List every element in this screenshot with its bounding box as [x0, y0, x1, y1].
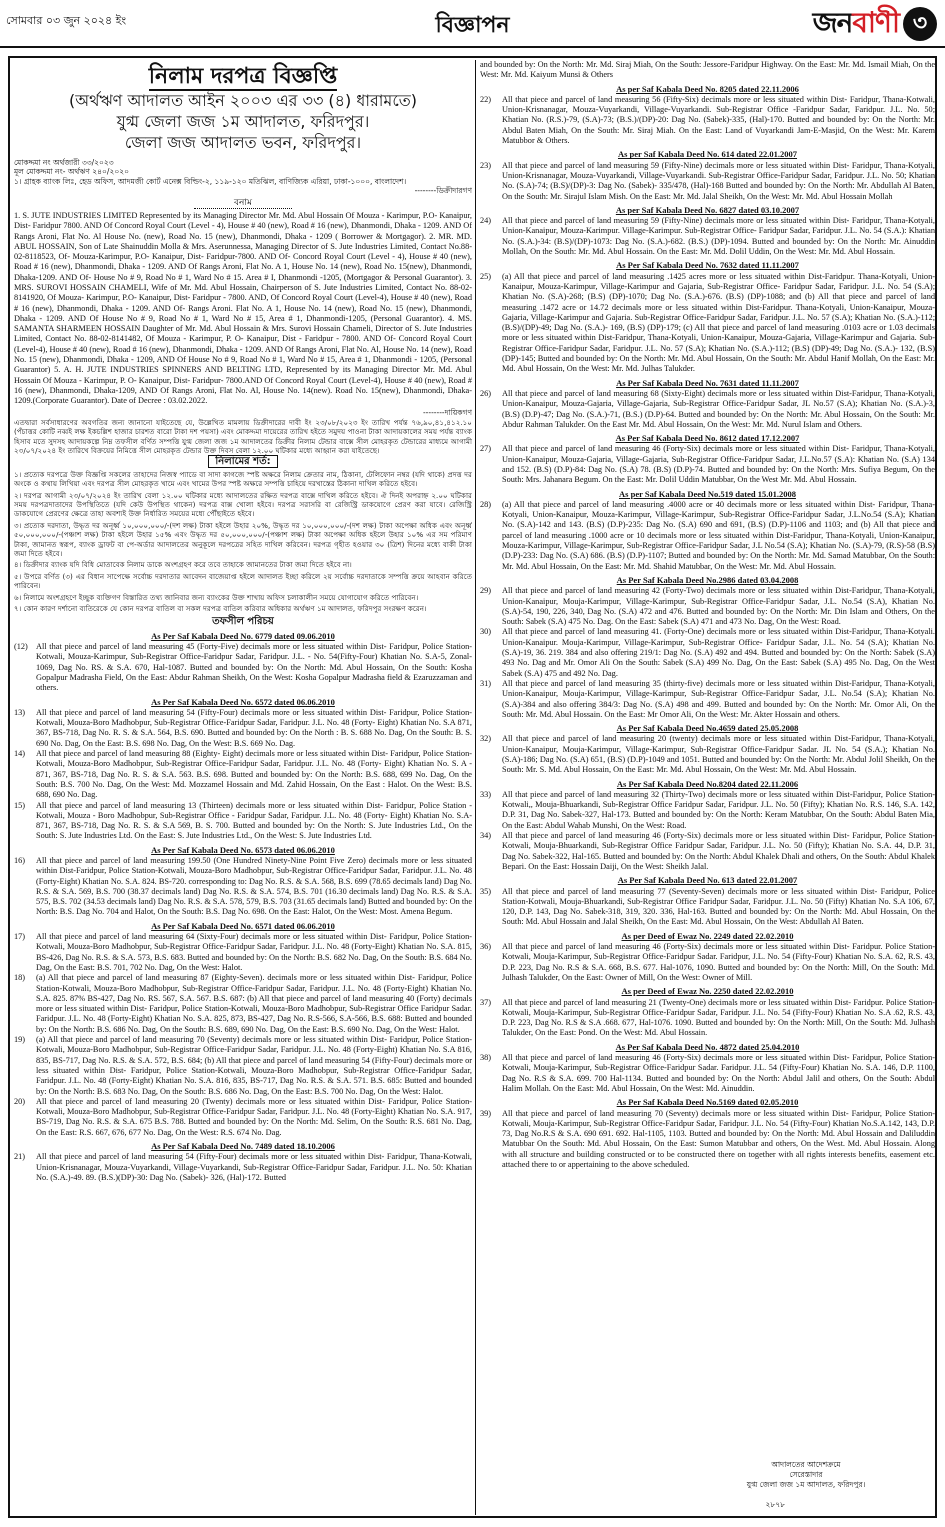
- signoff-court: যুগ্ম জেলা জজ ১ম আদালত, ফরিদপুর।: [746, 1480, 866, 1489]
- schedule-item: [14, 1035, 472, 1097]
- item-text: All that piece and parcel of land measuring 13 (Thirteen) decimals more or less situated within Dist- Faridpur, Police Station - Kotwali, Mouza - Boro Madhobpur, Sub-Registrar Office - Faridpur Sadar, Faridpur. J.L. No. 48 (Forty- Eight) Khatian No. S.A-871, 367, BS-718, Dag No. R. S. & S.A 569, B. S. 700. Butted and bounded by: On the North: S. Jute Industries Ltd., On the South: S. Jute Industries Ltd. On the East: S. Jute Industries Ltd., On the West: S. Jute Industries Ltd.: [36, 800, 472, 841]
- schedule-item: [480, 586, 935, 627]
- item-number: 29): [480, 586, 492, 596]
- schedule-item: [480, 216, 935, 257]
- deed-heading: As Per Saf Kabala Deed No. 7631 dated 11.11.2007: [616, 377, 799, 388]
- schedule-item: [14, 932, 472, 973]
- deed-heading: As Per Saf Kabala Deed No.8204 dated 22.11.2006: [616, 778, 799, 789]
- schedule-item: [14, 1152, 472, 1183]
- item-text: All that piece and parcel of land measuring 59 (Fifty-Nine) decimals more or less situated within Dist- Faridpur, Thana-Kotyali, Union-Kanaipur, Mouza-Karimpur. Village-Karimpur. Sub-Registrar Office- Faridpur Sadar, Faridpur. J.L. No. 54 (S.A.): Khatian No. (S.A.)-34: (B.S)/(DP)-1073: Dag No. (S.A.)-682. (B.S.) (DP)-1094. Butted and bounded by: On the North: Mr. Ainuddin Mollah, On the South: Mr. Md. Abul Hossain. On the East: Mr. Md. Dolil Uddin, On the West: Mr. Md. Abul Hossain.: [502, 216, 935, 257]
- deed-heading: As Per Saf Kabala Deed No. 6572 dated 06.06.2010: [151, 696, 335, 707]
- schedule-item: [14, 801, 472, 842]
- item-number: 16): [14, 856, 26, 865]
- signoff-block: [691, 1460, 921, 1490]
- deed-heading: As Per Saf Kabala Deed No. 8612 dated 17.12.2007: [615, 433, 800, 444]
- schedule-item: [480, 95, 935, 146]
- schedule-item: [480, 998, 935, 1039]
- notice-heading: [14, 64, 472, 153]
- conditions-list: [14, 470, 472, 614]
- item-number: 30): [480, 627, 492, 637]
- case-number: মোকদ্দমা নং অর্থজারী ৩৩/২০২৩: [14, 158, 114, 167]
- item-number: 37): [480, 997, 492, 1007]
- condition-item: ৩। প্রত্যেক দরদাতা, উদ্ধৃত দর অনূর্ধ্ব ১০,০০০,০০০/-(দশ লক্ষ) টাকা হইলে উহার ২০%, উদ্ধৃত দর ১০,০০০,০০০/-(দশ লক্ষ) টাকা অপেক্ষা অধিক এবং অনূর্ধ্ব ৫০,০০০,০০০/-(পঞ্চাশ লক্ষ) টাকা হইলে উহার ১৫% এবং উদ্ধৃত দর ৫০,০০০,০০০/-(পঞ্চাশ লক্ষ) টাকা অপেক্ষা অধিক হইলে উহার ১০% এর সম পরিমাণ টাকা, জামানত স্বরূপ, ব্যাংক ড্রাফট বা পে-অর্ডার আদালতের অনুকূলে দরপত্রের সহিত দাখিল করিবেন। দরপত্র গৃহীত হওয়ার ৩০ (ত্রিশ) দিনের মধ্যে বাকী টাকা জমা দিতে হইবে।: [14, 520, 472, 559]
- newspaper-header: [0, 0, 945, 48]
- deed-heading: As Per Saf Kabala Deed No. 613 dated 22.01.2007: [617, 875, 798, 886]
- original-case-number: মূল মোকদ্দমা নং- অর্থঋণ ২৪০/২০২০: [14, 167, 129, 177]
- schedule-item: [14, 749, 472, 800]
- schedule-item: [480, 831, 935, 872]
- schedule-item: [480, 887, 935, 928]
- schedule-item: [480, 161, 935, 202]
- item-text: All that piece and parcel of land measuring 41. (Forty-One) decimals more or less situated within Dist-Faridpur, Thana-Kotyali. Union-Kanaipur. Mouja-Karimpur, Village-Karimpur, Sub-Registrar Office- Faridpur Sadar, J.L. No. 54 (S.A); Khatian No. (S.A)-19, 36. 219. 384 and also offering 219/1: Dag No. (S.A) 492 and 494. Butted and bounded by: On the North: Sabek (S.A) 493 No. Dag and Mr. Omor Ali On the South: Sabek (S.A) 499 No. Dag, On the East: Sabek (S.A) 495 No. Dag, On the West Sabek (S.A) 475 and 492 No. Dag.: [502, 627, 935, 678]
- schedule-item: [480, 389, 935, 430]
- condition-item: ৪। ডিক্রীদার ব্যাংক যদি বিধি মোতাবেক নিলাম ডাকে অংশগ্রহণ করে তবে তাহাকে জামানতের টাকা জমা দিতে হইবে না।: [14, 560, 352, 570]
- schedule-item: [480, 444, 935, 485]
- item-text: All that piece and parcel of land measuring 56 (Fifty-Six) decimals more or less situated within Dist- Faridpur, Thana-Kotwali, Union-Krisnanagar, Mouza-Vuyarkandi, Village-Vuyarkandi. Sub-Registrar Office -Faridpur Sadar, Faridpur. J.L. No. 50; Khatian No. (R.S.)-79, (S.A)-73; (B.S.)/(DP)-20: Dag No. (Sabek)-335, (Hal)-170. Butted and bounded by: On the North: Mr. Abdul Baten Miah, On the South: Mr. Siraj Miah. On the East: Land of Vuyarkandi Jam-E-Masjid, On the West: Mr. Karem Matubbor & Others.: [502, 94, 935, 146]
- deed-heading: As per Saf Kabala Deed No.519 dated 15.01.2008: [619, 488, 796, 499]
- schedule-item: [480, 272, 935, 375]
- plaintiff-bank: ১। গ্রাহক ব্যাংক লিঃ, হেড অফিস, আদমজী কোর্ট এনেক্স বিল্ডিং-২, ১১৯-১২০ মতিঝিল, বাণিজ্যিক এরিয়া, ঢাকা-১০০০, বাংলাদেশ।: [14, 176, 407, 186]
- item-text: (a) All that piece and parcel of land measuring 87 (Eighty-Seven). decimals more or less situated within Dist- Faridpur, Police Station-Kotwali, Mouza-Boro Madhobpur, Sub-Registrar Office-Faridpur Sadar, Faridpur. J.L. No. 48 (Forty-Eight) Khatian No. S.A. 825. 87% BS-427, Dag No. RS. 567, S.A. 567. B.S. 687: (b) All that piece and parcel of land measuring 40 (Forty) decimals more or less situated within Dist- Faridpur, Police Station-Kotwali, Mouza-Boro Madhobpur, Sub-Registrar Office Faridpur Sadar. Faridpur. J.L. No. 48 (Forty-Eight) Khatian No. S.A. 825, 873, BS-427, Dag No. R.S-566, S.A-566, B.S. 688: Butted and bounded by: On the North: B.S. 686 No. Dag, On the South: B.S. 689, 690 No. Dag, On the East: B.S. 690 No. Dag, On the West: Halot.: [36, 973, 472, 1034]
- item-text: All that piece and parcel of land measuring 77 (Seventy-Seven) decimals more or less situated within Dist- Faridpur, Police Station-Kotwali, Mouja-Bhuarkandi, Sub-Registrar Office Faridpur Sadar, Faridpur. J.L. No. 50 (Fifty) Khatian No. S.A 106, 67, 120, D.P. 143, Dag No. Sabek-318, 319, 320. 336, Hal-163. Butted and bounded by: On the North: Md. Abul Hossain, On the South: Md. Abul Hossain and Jalal Sheikh, On the East: Md. Abul Hossain, On the West: Abdullah Al Baten.: [502, 886, 935, 927]
- item-text: (a) All that piece and parcel of land measuring .4000 acre or 40 decimals more or less situated within Dist- Faridpur, Thana-Kotyali, Union-Kanaipur, Mouza-Karimpur, Village-Karimpur, Sub-Registrar Office-Faridpur Sadar, J.L.No.54 (S.A); Khatian No. (S.A)-142 and 143. (B.S) (D.P)-235: Dag No. (S.A) 690 and 691, (B.S) (D.P)-1106 and 1103; and (b) All that piece and parcel of land measuring .1000 acre or 10 decimals more or less situated within Dist-Faridpur, Thana-Kotyali, Union-Kanaipur, Mouza-Karimpur, Village-Karimpur, Sub-Registrar Office-Faridpur Sadar, J.L No.54 (S.A); Khatian No. (S.A)-79, (R.S)-58 (B.S) (D.P)-233: Dag No. (S.A) 686. (B.S) (D.P)-1107; Butted and bounded by: On the North: Mr. Md. Samad Matubbar, On the South: Mr. Md. Abul Hossain, On the East: Mr. Md. Shahid Matubbar, On the West: Mr. Md. Abul Hossain.: [502, 499, 935, 571]
- schedule-item: [14, 856, 472, 918]
- court-building: জেলা জজ আদালত ভবন, ফরিদপুর।: [124, 133, 362, 152]
- item-text: All that piece and parcel of land measuring 46 (Forty-Six) decimals more or less situated within Dist- Faridpur. Police Station-Kotwali, Mouja-Karimpur, Sub-Registrar Office-Faridpur Sadar. Faridpur, J.L. No. 54 (Fifty-Four) Khatian No. S.A. 62, R.S. 43, D.P. 223, Dag No. R.S & S.A. 668, B.S. 677. Hal-1076, 1090. Butted and bounded by: On the North: Mill, On the South: Md. Julhash Talukder, On the East: Owner of Mill, On the West: Owner of Mill.: [502, 942, 935, 982]
- item-number: 14): [14, 749, 26, 759]
- item-number: 38): [480, 1053, 492, 1063]
- item-text: All that piece and parcel of land measuring 54 (Fifty-Four) decimals more or less situated within Dist- Faridpur, Police Station-Kotwali, Mouza-Boro Madhobpur, Sub-Registrar Office-Faridpur Sadar, Faridpur. J.L. No. 48 (Forty- Eight) Khatian No. S.A 871, 367, BS-718, Dag No. R. S. & S.A. 564, B.S. 690. Butted and bounded by: On the North : B. S. 688 No. Dag, On the South: B. S. 690 No. Dag, On the East: B.S. 698 No. Dag, On the West: B.S. 669 No. Dag.: [36, 707, 472, 748]
- item-text: All that piece and parcel of land measuring 199.50 (One Hundred Ninety-Nine Point Five Zero) decimals more or less situated within Dist-Faridpur, Police Station-Kotwali, Mouza-Boro Madhobpur, Sub-Registrar Office-Faridpur Sadar, Faridpur. J.L. No. 48 (Forty-Eight) Khatian No. S.A. 824. BS-720. corresponding to: Dag No. R.S. & S.A. 568, B.S. 699 (78.65 decimals land) Dag No. R.S. & S.A. 569, B.S. 700 (38.37 decimals land) Dag No. R.S. & S.A. 574, B.S. 701 (16.30 decimals land) Dag No. R.S. & S.A. 575, B.S. 702 (34.53 decimals land) Dag No. R.S. & S.A. 578, 579, B.S. 703 (31.65 decimals land) Butted and bounded by: On the North: B.S. Dag No. 704 and Halot, On the South: B.S. Dag No. 698. On the East: Halot, On the West: Most. Amena Begum.: [36, 856, 472, 917]
- item-number: 23): [480, 160, 492, 170]
- deed-heading: As Per Saf Kabala Deed No. 7632 dated 11.11.2007: [616, 260, 799, 271]
- item-number: 20): [14, 1096, 26, 1106]
- case-meta: [14, 158, 472, 196]
- notice-subtitle: (অর্থঋণ আদালত আইন ২০০৩ এর ৩৩ (৪) ধারামতে): [68, 91, 417, 110]
- right-column: [480, 60, 935, 1515]
- court-name: যুগ্ম জেলা জজ ১ম আদালত, ফরিদপুর।: [116, 112, 370, 131]
- schedule-item: [480, 60, 935, 81]
- schedule-item: [14, 708, 472, 749]
- item-text: All that piece and parcel of land measuring 46 (Forty-Six) decimals more or less situated within Dist- Faridpur, Police Station-Kotwali, Mouja-Karimpur, Sub-Registrar Office-Faridpur Sadar. Faridpur. J.L. 54 (Fifty-Four) Khatian No. S.A. 146, D.P. 1100, Dag No. R.S & S.A. 699. 700 Hal-1134. Butted and bounded by: On the North: Abdul Jalil and others, On the South: Abdul Halim Mollah. On the East: Md. Abul Hossain, On the West: Md. Ainuddin.: [502, 1053, 935, 1093]
- schedule-item: [14, 973, 472, 1035]
- item-number: 21): [14, 1152, 26, 1162]
- schedule-title: তফসীল পরিচয়: [212, 616, 274, 628]
- deed-heading: As Per Saf Kabala Deed No. 6573 dated 06.06.2010: [151, 844, 335, 855]
- deed-heading: As Per Saf Kabala Deed No. 4872 dated 25.04.2010: [615, 1041, 800, 1052]
- newspaper-logo: [813, 4, 937, 44]
- item-text: All that piece and parcel of land measuring 70 (Seventy) decimals more or less situated within Dist- Faridpur, Police Station-Kotwali, Mouja-Karimpur, Sub-Registrar Office-Faridpur Sadar, Faridpur. J.L. No. 54 (Fifty-Four) Khatian No.S.A.142, 143, D.P. 73, Dag No.R.S & S.A. 690 691. 692. Hal-1105, 1103. Butted and bounded by: On the North: Md. Abul Hossain and Daliluddin Matubbar On the South: Md. Abul Hossain, On the East: Sumon Matubbar and others, On the West. Md. Abul Hossain. Along with all structure and building constructed or to be constructed there on together with all rights interests benefits, easement etc. attached there to or appertaining to the above scheduled.: [502, 1108, 935, 1169]
- notice-title: নিলাম দরপত্র বিজ্ঞপ্তি: [148, 64, 338, 89]
- deed-heading: As per Saf Kabala Deed No. 614 dated 22.01.2007: [617, 149, 798, 160]
- item-text: All that piece and parcel of land measuring 35 (thirty-five) decimals more or less situated within Dist-Faridpur, Thana-Kotyali, Union-Kanaipur, Mouja-Karimpur, Village-Karimpur, Sub-Registrar Office-Faridpur Sadar, J.L. No.54 (S.A); Khatian No. (S.A)-384 and also offering 384/3: Dag No. (S.A) 498 and 499. Butted and bounded by: On the North: Mr. Omor Ali, On the South: Mr. Md. Abul Hossain. On the East: Mr Omor Ali, On the West: Mr. Akter Hossain and others.: [502, 678, 935, 719]
- deed-heading: As Per Saf Kabala Deed No. 6779 dated 09.06.2010: [151, 630, 335, 641]
- item-text: All that piece and parcel of land measuring 46 (Forty-Six) decimals more or less situated within Dist- Faridpur, Police Station-Kotwali, Mouja-Bhuarkandi, Sub-Registrar Office Faridpur Sadar, Faridpur. J.L. No. 50 (Fifty); Khatian No. S.A. 44, D.P. 31, Dag No. Sabek-322, Hal-165. Butted and bounded by: On the North: Abdul Khalek Dhali and others, On the South: Abdul Khalek Bepari. On the East: Hossain Daiji, On the West: Sheikh Jalal.: [502, 831, 935, 871]
- versus-label: বনাম: [14, 198, 472, 208]
- condition-item: ৬। নিলামে অংশগ্রহণে ইচ্ছুক ব্যক্তিগণ বিস্তারিত তথ্য জানিবার জন্য ব্যাংকের উক্ত শাখায় অফিস চলাকালীন সময়ে যোগাযোগ করিতে পারিবেন।: [14, 592, 419, 602]
- item-number: 34): [480, 831, 492, 841]
- schedule-item: [14, 1097, 472, 1138]
- ad-code: ২৮৭৮: [765, 1500, 785, 1509]
- item-number: 15): [14, 800, 26, 810]
- item-text: All that piece and parcel of land measuring 45 (Forty-Five) decimals more or less situated within Dist- Faridpur, Police Station-Kotwali, Mouza-Karimpur, Sub-Registrar Office-Faridpur Sadar, Faridpur. J.L. - No. 54(Fifty-Four) Khatian No. S.A-5, Zonal-1069, Dag No. RS. & S.A. 670, Hal-1087. Butted and bounded by: On the North: Md. Abul Hossain, On the South: Kosha Gopalpur Madrasha Field, On the East: Abdur Rahman Sheikh, On the West: Kosha Gopalpur Madrasha field & Ezaruzzaman and others.: [36, 642, 472, 693]
- logo-number-badge: ৩: [903, 7, 937, 41]
- item-number: 35): [480, 886, 492, 896]
- schedule-item: [480, 942, 935, 983]
- item-number: 32): [480, 734, 492, 744]
- schedule-item: [480, 734, 935, 775]
- schedule-item: [14, 642, 472, 693]
- condition-item: ৭। কোন কারণ দর্শানো ব্যতিরেকে যে কোন দরপত্র বাতিল বা সকল দরপত্র বাতিল করিবার অধিকার অর্থঋণ ১ম আদালত, ফরিদপুর সংরক্ষণ করেন।: [14, 604, 427, 614]
- deed-heading: As Per Saf Kabala Deed No. 7489 dated 18.10.2006: [151, 1141, 335, 1152]
- item-text: and bounded by: On the North: Mr. Md. Siraj Miah, On the South: Jessore-Faridpur Highway. On the East: Mr. Md. Ismail Miah, On the West: Mr. Md. Kaiyum Munsi & Others: [480, 60, 935, 80]
- debtor-label: --------দায়িকগণ: [422, 407, 472, 417]
- item-number: 33): [480, 789, 492, 799]
- item-number: 25): [480, 271, 492, 281]
- right-schedule-entries: [480, 60, 935, 1170]
- deed-heading: As Per Saf Kabala Deed No.4659 dated 25.05.2008: [616, 723, 799, 734]
- deed-heading: As per Deed of Ewaz No. 2249 dated 22.02.2010: [621, 930, 794, 941]
- item-number: 19): [14, 1035, 26, 1045]
- item-text: (a) All that piece and parcel of land measuring 70 (Seventy) decimals more or less situated within Dist- Faridpur, Police Station-Kotwali, Mouza-Boro Madhobpur, Sub-Registrar Office-Faridpur Sadar, Faridpur. J.L. No. 48 (Forty-Eight) Khatian No. S.A 816, 835, BS-717, Dag No. R.S. & S.A. 572, B.S. 684; (b) All that piece and parcel of land measuring 54 (Fifty-Four) decimals more or less situated within Dist- Faridpur, Police Station-Kotwali, Mouza-Boro Madhobpur, Sub-Registrar Office-Faridpur Sadar, Faridpur. J.L. No. 48 (Forty-Eight) Khatian No. S.A. 816, 835, BS-717, Dag No. R.S. & S.A. 571. B.S. 685: Butted and bounded by: On the North: B.S. 683 No. Dag, On the South: B.S. 686 No. Dag, On the East: B.S. 700 No. Dag, On the West: Halot.: [36, 1035, 472, 1096]
- item-text: All that piece and parcel of land measuring 54 (Fifty-Four) decimals more or less situated within Dist- Faridpur, Thana-Kotwali, Union-Krisnanagar, Mouza-Vuyarkandi, Village-Vuyarkandi, Sub-Registrar Office-Faridpur Sadar, Faridpur. J.L. No. 50: Khatian No. (S.A.)-49. 89. (B.S.)(DP)-30: Dag No. (Sabek)- 326, (Hal)-172. Butted: [36, 1152, 472, 1182]
- deed-heading: As per Deed of Ewaz No. 2250 dated 22.02.2010: [621, 986, 794, 997]
- schedule-item: [480, 627, 935, 678]
- notice-intro: এতদ্বারা সর্বসাধারণের অবগতির জন্য জানানো যাইতেছে যে, উল্লেখিত মামলায় ডিক্রীদারের দাবী ইং ২৩/০৮/২০২৩ ইং তারিখ পর্যন্ত ৭৬,৯০,৪১,৪১২.১০ (পঁচাত্তর কোটি নব্বই লক্ষ ইকচল্লিশ হাজার চারশত বারো টাকা দশ পয়সা) এবং মোকদ্দমা দায়েরের তারিখ হইতে সমুদয় পাওনা টাকা আদায়কালের সময় পর্যন্ত ব্যাংক হিসাব মতে সুদসহ আদায়কল্পে নিম্ন তফসীল বর্ণিত সম্পত্তি যুগ্ম জেলা জজ ১ম আদালতের ডিক্রীর নিলাম টেন্ডার বাক্সে সীল মোহরকৃত টেন্ডারের মাধ্যমে আগামী ২৩/০৭/২০২৪ ইং তারিখে বিক্রয়ের নিমিত্তে সীল মোহরকৃত টেন্ডার উক্ত দিবস বেলা ১২.০০ ঘটিকার মধ্যে আহ্বান করা যাইতেছে।: [14, 417, 472, 456]
- item-text: All that piece and parcel of land measuring 42 (Forty-Two) decimals more or less situated within Dist-Faridpur, Thana-Kotyali, Union-Kanaipur, Mouja-Karimpur, Village-Karimpur, Sub-Registrar Office-Faridpur Sadar, J.L. No.54 (S.A), Khatian No. (S.A)-54, 190, 226, 340, Dag No. (S.A) 472 and 476. Butted and bounded by: On the North: Mr. Din Islam and Others, On the South: Sabek (S.A) 475 No. Dag. On the East: Sabek (S.A) 471 and 473 No. Dag, On the West: Road.: [502, 586, 935, 627]
- defendant-parties: 1. S. JUTE INDUSTRIES LIMITED Represented by its Managing Director Mr. Md. Abul Hossain Of Mouza - Karimpur, P.O- Kanaipur, Dist- Faridpur 7800. AND Of Concord Royal Court (Level - 4), House # 40 (new), Road # 16 (new), Dhanmondi, Dhaka - 1209. AND Of Rangs Aroni, Flat No. Al House No. (new), Road No. 15 (new), Dhanmondi, Dhaka - 1209 ( Borrower & Mortgagor). 2. MR. MD. ABUL HOSSAIN, Son of Late Shainuddin Molla & Mrs. Aserunnessa, Managing Director of S. Jute Industries Limited, Contact No.88-02-8118523, Of- Mouza-Karimpur, P.O- Kanaipur, Dist- Faridpur-7800. AND Of- Concord Royal Court (Level - 4), House # 40 (new), Road # 16 (new), Dhanmondi, Dhaka - 1209. AND Of Rangs Aroni, Flat No. A 1, House No. 14 (new), Road No. 15(new), Dhanmondi, Dhaka-1209. AND Of- House No # 9, Road No # 1, Ward No # 15. Area # I, Dhanmondi -1205, (Mortgagor & Personal Guarantor). 3. MRS. SUROVI HOSSAIN CHAMELI, Wife of Mr. Md. Abul Hossain, Chairperson of S. Jute Industries Limited, Contact No. 88-02-8141920, Of Mouza- Karimpur, P.O- Kanaipur, Dist- Faridpur - 7800. AND, Of Concord Royal Court (Level-4), House # 40 (new), Road # 16 (new), Dhanmondi, Dhaka - 1209. AND Of- Rangs Aroni. Flat No. A 1, House No. 14 (new), Road No. 15 (new), Dhanmondi, Dhaka - 1209. AND Of House No # 9, Road No # 1, Ward No # 15, Area # 1, Dhanmondi-1205, (Personal Guarantor). 4. MS. SAMANTA SHARMEEN HOSSAIN Daughter of Mr. Md. Abul Hossain & Mrs. Surovi Hossain Chameli, Director of S. Jute Industries Limited, Contact No. 88-02-8141482, Of Mouza - Karimpur, P. O- Kanaipur, Dist - Faridpur - 7800. AND Of- Concord Royal Court (Level-4), House # 40 (new), Road # 16 (new), Dhanmondi, Dhaka - 1209. AND Of Rangs Aroni, Flat No. Al, House No. 14 (new), Road No. 15 (new), Dhanmondi, Dhaka - 1209, AND Of House No # 9, Road No # 1, Ward No # 15, Area # 1, Dhanmondi - 1205, (Personal Guarantor) 5. A. H. JUTE INDUSTRIES SPINNERS AND BELTING LTD, Represented by its Managing Director Mr. Md. Abul Hossain Of Mouza - Karimpur, P. O- Kanaipur, Dist- Faridpur- 7800.AND Of Concord Royal Court (Level-4), House # 40 (new), Road # 16 (new), Dhanmondi, Dhaka-1209, AND Of Rangs Aroni, Flat No. Al, House No. 14(new). Road No. 15(new), Dhanmondi, Dhaka-1209.(Corporate Guarantor). Date of Decree : 03.02.2022.: [14, 210, 472, 406]
- item-number: 26): [480, 388, 492, 398]
- condition-item: ২। দরপত্র আগামী ২৩/০৭/২০২৪ ইং তারিখ বেলা ১২.০০ ঘটিকার মধ্যে আদালতের রক্ষিত দরপত্র বাক্সে দাখিল করিতে হইবে। ঐ দিনই অপরাহ্ন ২.০০ ঘটিকার সময় দরপত্রদাতাদের উপস্থিতিতে (যদি কেউ উপস্থিত থাকেন) দরপত্র বাক্স খোলা হইবে। দরপত্র সরাসরি বা রেজিস্ট্রি ডাকযোগে প্রেরণ করা যাবে। রেজিস্ট্রি ডাকযোগে প্রেরণের ক্ষেত্রে তাহা অবশ্যই উক্ত নির্ধারিত সময়ের মধ্যে পৌঁছাইতে হইবে।: [14, 490, 472, 519]
- schedule-item: [480, 679, 935, 720]
- item-text: All that piece and parcel of land measuring 32 (Thirty-Two) decimals more or less situated within Dist-Faridpur, Police Station-Kotwali,, Mouja-Bhuarkandi, Sub-Registrar Office Faridpur Sadar, Faridpur. J.L. No. 50 (Fifty); Khatian No. R.S. 146, S.A. 142, D.P. 31, Dag No. Sabek-327, Hal-173. Butted and bounded by: On the North: Keram Matubbar, On the South: Abdul Baten Mia, On the East: Abdul Wahab Munshi, On the West: Road.: [502, 789, 935, 830]
- left-column: [14, 60, 472, 1515]
- decree-holder-label: --------ডিক্রীদারগণ: [414, 186, 472, 196]
- item-number: 28): [480, 499, 492, 509]
- item-text: All that piece and parcel of land measuring 21 (Twenty-One) decimals more or less situated within Dist- Faridpur. Police Station-Kotwali, Mouja-Karimpur, Sub-Registrar Office-Faridpur Sadar, Faridpur. J.L. No. 54 (Fifty-Four) Khatian No. S.A .62, R.S. 43, D.P. 223, Dag No. R.S & S.A .668. 677, Hal-1076. 1090. Butted and bounded by: On the North: Mill, On the South: Md. Julhash Talukder, On the East: Pond. On the West: Md. Abul Hossain.: [502, 997, 935, 1038]
- officer-title: সেরেস্তাদার: [789, 1470, 823, 1479]
- item-number: 18): [14, 973, 26, 983]
- item-text: (a) All that piece and parcel of land measuring .1425 acres more or less situated within Dist-Faridpur. Thana-Kotyali, Union-Kanaipur, Mouza-Karimpur, Village-Karimpur and Gajaria, Sub-Registrar Office- Faridpur Sadar, Faridpur. J.L. No. 54 (S.A); Khatian No. (S.A)-268; (B.S) (DP)-1070; Dag No. (S.A.)-676. (B.S) (DP)-1088; and (b) All that piece and parcel of land measuring .1472 acre or 14.72 decimals more or less situated within Dist-Faridpur. Thana-Kotyali, Union-Kanaipur, Mouza-Gajaria, Village-Karimpur and Gajaria. Sub-Registrar Office-Faridpur Sadar, Faridpur. J.L. No. 57 (S.A); Khatian No. (S.A.)-112; (B.S)/(DP)-49; Dag No. (S.A.)- 169, (B.S) (DP)-179; (c) All that piece and parcel of land measuring .0103 acre or 1.03 decimals more or less situated within Dist-Faridpur, Thana-Kotyali, Union-Kanaipur, Mouza-Gajaria, Village-Karimpur and Gajaria. Sub-Registrar Office-Faridpur Sadar, Faridpur. J.L. No. 57 (S.A); Khatian No. (S.A.)-112; (B.S) (DP)-49; Dag No. (S.A.)- 132, (B.S) (DP)-145; Butted and bounded by: On the North: Mr. Md. Abul Hossain, On the South: Mr. Abdul Hanif Mollah, On the East: Mr. Md. Abul Hossain, On the West: Mr. Md. Julhas Talukder.: [502, 271, 935, 374]
- advertisement-frame: [8, 56, 937, 1518]
- condition-item: ১। প্রত্যেক দরপত্রে উক্ত বিজ্ঞপ্তি সকলের তাহাদের নিজস্ব প্যাডে বা সাদা কাগজে স্পষ্ট অক্ষরে নিলাম ক্রেতার নাম, ঠিকানা, টেলিফোন নম্বর (যদি থাকে) প্রদত্ত দর অংকে ও কথায় লিখিয়া এবং দরপত্র সীল মোহরকৃত খামে এবং খামের উপর স্পষ্ট অক্ষরে সম্পত্তি চাহিয়ে দরখাস্তের ঠিকানা দাখিল করিতে হইবে।: [14, 469, 472, 489]
- item-text: All that piece and parcel of land measuring 20 (Twenty) decimals more or less situated within Dist- Faridpur, Police Station-Kotwali, Mouza-Boro Madhobpur, Sub-Registrar Office-Faridpur Sadar, Faridpur. J.L. No. 48 (Forty-Eight) Khatian No. S.A. 917, BS-719, Dag No. R.S. & S.A. 675 B.S. 788. Butted and bounded by: On the North: Md. Selim, On the South: R.S. 681 No. Dag, On the East: R.S. 667, 676, 677 No. Dag, On the West: R.S. 674 No. Dag.: [36, 1096, 472, 1137]
- left-schedule-entries: [14, 631, 472, 1183]
- item-text: All that piece and parcel of land measuring 46 (Forty-Six) decimals more or less situated within Dist- Faridpur, Thana-Kotyali, Union-Kanaipur, Mouza-Gajaria, Village-Gajaria, Sub-Registrar Office-Faridpur Sadar, J.L.No.57 (S.A): Khatian No. (S.A) 134 and 152. (B.S) (D.P)-84: Dag No. (S.A) 78. (B.S) (D.P)-74. Butted and bounded by: On the North: Mrs. Sufiya Begum, On the South: Mrs. Jahanara Begum. On the East: Mr. Dolil Uddin Matubbar, On the West Mr. Md. Abul Hossain.: [502, 444, 935, 485]
- item-text: All that piece and parcel of land measuring 68 (Sixty-Eight) decimals more or less situated within Dist-Faridpur, Thana-Kotyali, Union-Kanaipur, Mouza-Gajaria, Village-Gajaria, Sub-Registrar Office-Faridpur Sadar, JL No.57 (S.A); Khatian No. (S.A.)-3, (B.S) (D.P)-47; Dag No. (S.A.)-71, (B.S.) (D.P)-64. Butted and bounded by: On the North: Mr. Abul Hossain, On the South: Mr. Abdur Rahman Talukder. On the East Mr. Md. Abul Hossain, On the West: Mr. Md. Nurul Islam and Others.: [502, 388, 935, 429]
- item-number: 22): [480, 94, 492, 104]
- schedule-item: [480, 1109, 935, 1171]
- item-number: 24): [480, 216, 492, 226]
- item-text: All that piece and parcel of land measuring 88 (Eighty- Eight) decimals more or less situated within Dist- Faridpur, Police Station-Kotwali, Mouza-Boro Madhobpur, Sub-Registrar Office-Faridpur Sadar, Faridpur. J.L. No. 48 (Forty- Eight) Khatian No. S. A - 871, 367, BS-718, Dag No. R. S. & S.A. 563. B.S. 698. Butted and bounded by: On the North: B.S. 688, 699 No. Dag, On the South: B.S. 700 No. Dag, On the West: Md. Mozzamel Hossain and Md. Zahid Hossain, On the East : Halot. On the West: B.S. 688, 690 No. Dag.: [36, 749, 472, 800]
- condition-item: ৫। উপরে বর্ণিত (৩) এর বিধান সাপেক্ষে সর্বোচ্চ দরদাতার আবেদন বাজেয়াপ্ত হইলে আদালত ইচ্ছা করিলে ২য় সর্বোচ্চ দরদাতাকে সম্পত্তি ক্রয়ে আহবান করিতে পারিবেন।: [14, 571, 472, 591]
- deed-heading: As Per Saf Kabala Deed No.2986 dated 03.04.2008: [616, 574, 799, 585]
- item-number: 39): [480, 1108, 492, 1118]
- item-number: 31): [480, 678, 492, 688]
- item-text: All that piece and parcel of land measuring 20 (twenty) decimals more or less situated within Dist-Faridpur, Thana-Kotyali, Union-Kanaipur, Mouja-Karimpur, Village-Karimpur, Sub-Registrar Office-Faridpur Sadar. JL No. 54 (S.A.); Khatian No. (S.A)-186; Dag No. (S.A) 651, (B.S) (D.P)-1049 and 1051. Butted and bounded by: On the North: Mr. Abdul Jolil Sheikh, On the South: Mr. S. Md. Abul Hossain, On the East: Mr. Md. Abul Hossain, On the West: Mr. Md. Abul Hossain.: [502, 734, 935, 775]
- conditions-title: নিলামের শর্ত:: [14, 457, 472, 467]
- schedule-item: [480, 500, 935, 572]
- item-number: 13): [14, 707, 26, 717]
- item-number: 36): [480, 942, 492, 952]
- item-number: (12): [14, 642, 28, 652]
- item-text: All that piece and parcel of land measuring 64 (Sixty-Four) decimals more or less situated within Dist- Faridpur, Police Station-Kotwali, Mouza-Boro Madhobpur, Sub-Registrar Office-Faridpur Sadar, Faridpur. J.L. No. 48 (Forty-Eight) Khatian No. S.A. 815, BS-426, Dag No. R.S. & S.A. 573, B.S. 683. Butted and bounded by: On the North: B.S. 682 No. Dag, On the South: B.S. 684 No. Dag, On the East: B.S. 701, 702 No. Dag, On the West: Halot.: [36, 932, 472, 972]
- logo-wordmark: জনবাণী: [812, 5, 899, 39]
- publication-date: সোমবার ০৩ জুন ২০২৪ ইং: [6, 14, 127, 27]
- section-title: বিজ্ঞাপন: [435, 13, 510, 38]
- deed-heading: As Per Saf Kabala Deed No. 6571 dated 06.06.2010: [151, 920, 335, 931]
- schedule-item: [480, 790, 935, 831]
- deed-heading: As per Saf Kabala Deed No. 6827 dated 03.10.2007: [615, 204, 800, 215]
- column-divider: [475, 60, 476, 1515]
- deed-heading: As Per Saf Kabala Deed No.5169 dated 02.05.2010: [616, 1097, 799, 1108]
- schedule-item: [480, 1053, 935, 1094]
- item-number: 27): [480, 444, 492, 454]
- court-order-label: আদালতের আদেশক্রমে: [771, 1460, 841, 1469]
- item-text: All that piece and parcel of land measuring 59 (Fifty-Nine) decimals more or less situated within Dist- Faridpur, Thana-Kotyali, Union-Krisnanagar, Mouza-Vuyarkandi, Village-Vuyarkandi. Sub-Registrar Office-Faridpur Sadar, Faridpur. J.L. No. 50; Khatian No. (S.A)-74; (B.S)/(DP)-3: Dag No. (Sabek)- 335/478, (Hal)-168 Butted and bounded by: On the North: Mr. Abdullah Al Baten, On the South: Mr. Sirajul Islam Mish. On the East: Mr. Md. Jalal Sheikh, On the West: Mr. Md. Abul Hossain Mollah: [502, 160, 935, 201]
- deed-heading: As per Saf Kabala Deed No. 8205 dated 22.11.2006: [616, 83, 799, 94]
- item-number: 17): [14, 932, 26, 942]
